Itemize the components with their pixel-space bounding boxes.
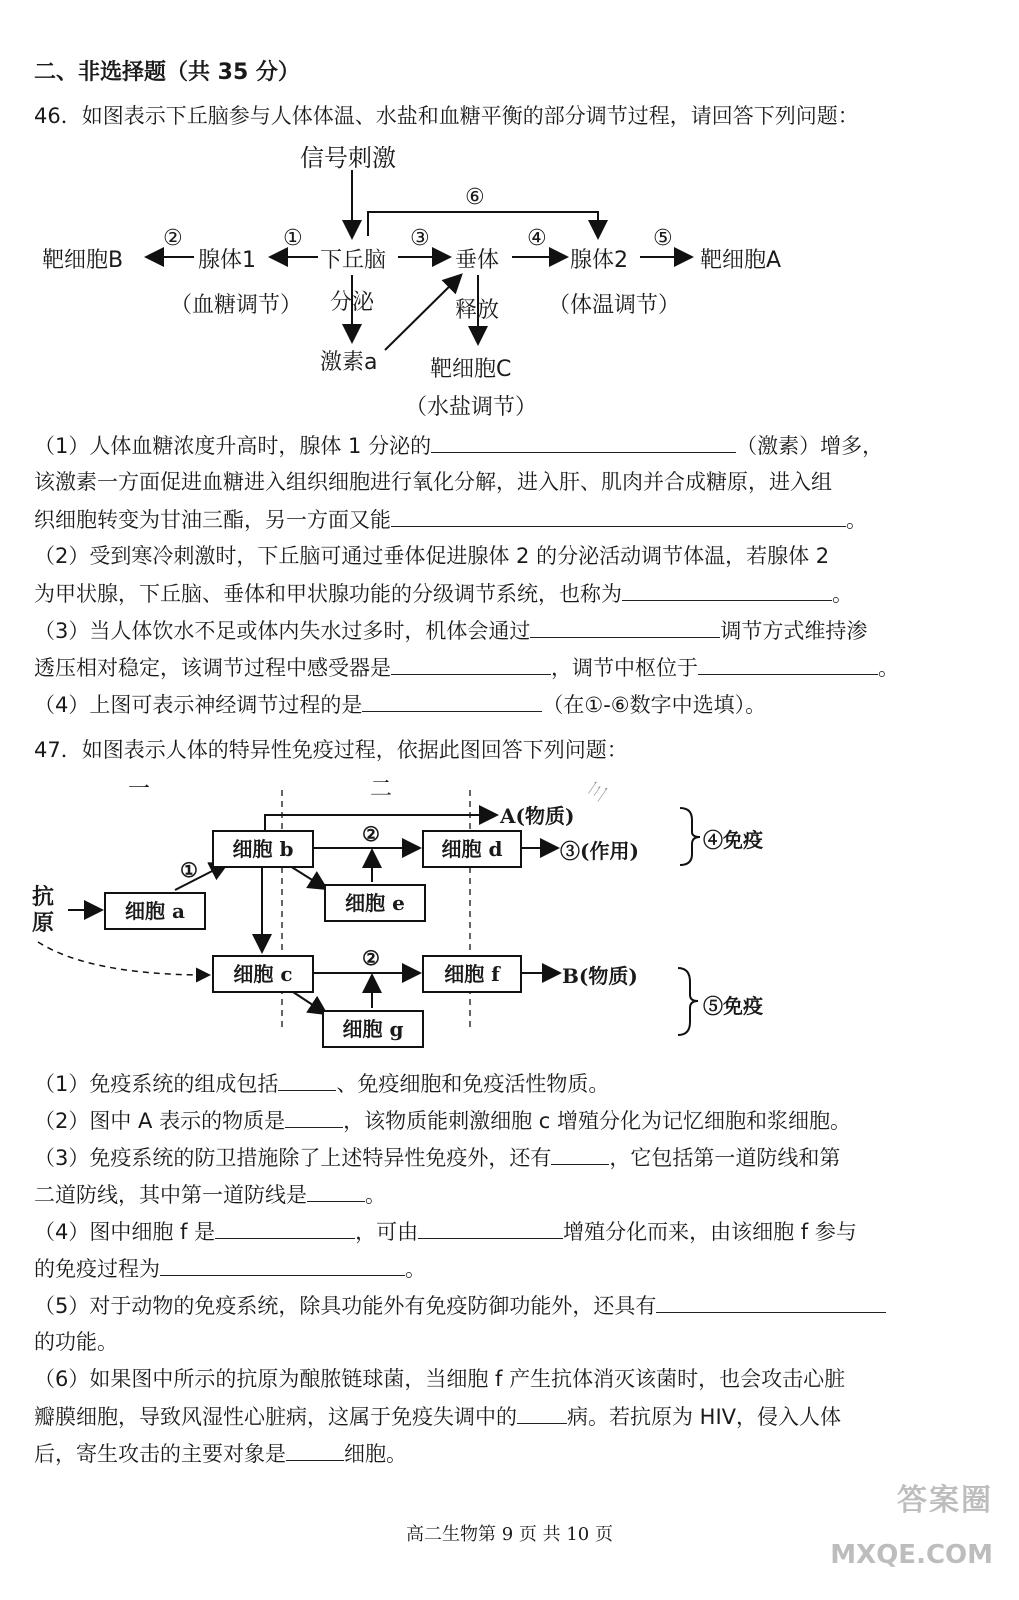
q46-s4-text-b: （在①-⑥数字中选填）。 (542, 693, 767, 717)
q46-s4-text-a: （4）上图可表示神经调节过程的是 (34, 693, 363, 717)
q46-s2-text-b: 为甲状腺，下丘脑、垂体和甲状腺功能的分级调节系统，也称为 (34, 582, 622, 606)
q47-s6-text-d: 后，寄生攻击的主要对象是 (34, 1442, 286, 1466)
target-a: 靶细胞A (700, 248, 782, 273)
q46-s1-blank2[interactable] (391, 504, 846, 527)
q47-s6-line1: （6）如果图中所示的抗原为酿脓链球菌，当细胞 f 产生抗体消灭该菌时，也会攻击心脏 (34, 1367, 846, 1391)
gland-1: 腺体1 (198, 248, 256, 273)
target-b: 靶细胞B (42, 248, 124, 273)
q47-s3-line2 (34, 1179, 386, 1210)
q47-s6-text-c: 病。若抗原为 HIV，侵入人体 (567, 1405, 842, 1429)
arrow-label-4: ④ (527, 226, 547, 251)
q46-s3-text-b: 调节方式维持渗 (720, 619, 868, 643)
signal-label: 信号刺激 (300, 144, 396, 172)
q47-diagram (0, 770, 1019, 1060)
q47-s3-text-c: 二道防线，其中第一道防线是 (34, 1183, 307, 1207)
q47-s4-text-a: （4）图中细胞 f 是 (34, 1220, 216, 1244)
q47-s4-line2 (34, 1253, 426, 1284)
q47-s6-text-b: 瓣膜细胞，导致风湿性心脏病，这属于免疫失调中的 (34, 1405, 517, 1429)
q47-s6-line2 (34, 1401, 841, 1432)
arrow-label-1: ① (283, 226, 303, 251)
q47-s3-line1 (34, 1142, 840, 1173)
q47-s4-blank3[interactable] (160, 1253, 405, 1276)
q46-s4-blank[interactable] (362, 689, 542, 712)
q46-s2-line1: （2）受到寒冷刺激时，下丘脑可通过垂体促进腺体 2 的分泌活动调节体温，若腺体 2 (34, 544, 830, 568)
q47-s5-line1 (34, 1290, 886, 1321)
stage-3-label: 三 (584, 778, 612, 806)
cell-f: 细胞 f (422, 955, 522, 993)
gland-2: 腺体2 (570, 248, 628, 273)
effect-3: ③(作用) (560, 839, 639, 863)
q47-s3-text-a: （3）免疫系统的防卫措施除了上述特异性免疫外，还有 (34, 1146, 552, 1170)
glucose-regulation: （血糖调节） (170, 293, 303, 318)
release-label: 释放 (455, 298, 500, 323)
antigen-label-bottom: 原 (32, 910, 55, 936)
q47-s4-blank1[interactable] (215, 1216, 355, 1239)
q47-s2-text-a: （2）图中 A 表示的物质是 (34, 1109, 286, 1133)
q46-s1-line1 (34, 430, 883, 461)
q46-s3-line1 (34, 615, 867, 646)
q46-s1-text-e: 。 (846, 508, 867, 532)
immunity-4: ④免疫 (703, 828, 763, 852)
stage-1-label: 一 (128, 777, 151, 802)
watermark-logo: 答案圈 (897, 1483, 993, 1518)
cell-b: 细胞 b (212, 830, 314, 868)
q47-s6-blank2[interactable] (286, 1438, 344, 1461)
q46-s1-text-a: （1）人体血糖浓度升高时，腺体 1 分泌的 (34, 434, 432, 458)
cell-e: 细胞 e (324, 884, 426, 922)
pituitary: 垂体 (455, 248, 500, 273)
q47-s6-blank1[interactable] (517, 1401, 567, 1424)
q47-s6-line3 (34, 1438, 407, 1469)
q47-s2-text-b: ，该物质能刺激细胞 c 增殖分化为记忆细胞和浆细胞。 (343, 1109, 851, 1133)
q46-s3-text-a: （3）当人体饮水不足或体内失水过多时，机体会通过 (34, 619, 531, 643)
immunity-5: ⑤免疫 (703, 994, 763, 1018)
q47-s5-text-a: （5）对于动物的免疫系统，除具功能外有免疫防御功能外，还具有 (34, 1294, 657, 1318)
temperature-regulation: （体温调节） (548, 293, 681, 318)
q46-s4-line1 (34, 689, 766, 720)
q47-s2 (34, 1105, 851, 1136)
target-c: 靶细胞C (430, 357, 512, 382)
q46-s2-blank[interactable] (622, 578, 832, 601)
q47-stem: 47．如图表示人体的特异性免疫过程，依据此图回答下列问题： (34, 738, 628, 762)
q47-s1-text-b: 、免疫细胞和免疫活性物质。 (336, 1072, 610, 1096)
q46-s3-text-c: 透压相对稳定，该调节过程中感受器是 (34, 656, 391, 680)
secrete-label: 分泌 (330, 290, 375, 315)
q46-diagram (0, 130, 1019, 430)
section-title: 二、非选择题（共 35 分） (34, 60, 300, 85)
q46-s1-text-d: 织细胞转变为甘油三酯，另一方面又能 (34, 508, 391, 532)
q46-s1-text-b: （激素）增多， (736, 434, 884, 458)
q46-diagram-arrows (0, 130, 1019, 430)
hormone-a: 激素a (320, 350, 378, 375)
cell-a: 细胞 a (104, 892, 206, 930)
cell-g: 细胞 g (322, 1010, 424, 1048)
arrow-label-5: ⑤ (653, 226, 673, 251)
q47-s3-blank2[interactable] (307, 1179, 365, 1202)
q46-s3-blank3[interactable] (698, 652, 878, 675)
q47-s3-text-d: 。 (365, 1183, 386, 1207)
watermark-url: MXQE.COM (830, 1540, 993, 1570)
substance-b: B(物质) (562, 964, 638, 988)
arrow-label-3: ③ (410, 226, 430, 251)
q46-s3-text-d: ，调节中枢位于 (551, 656, 698, 680)
q46-s2-text-c: 。 (832, 582, 853, 606)
q47-s3-text-b: ，它包括第一道防线和第 (609, 1146, 841, 1170)
q47-s4-text-d: 的免疫过程为 (34, 1257, 160, 1281)
substance-a: A(物质) (500, 804, 575, 828)
arrow-label-2-bottom: ② (362, 946, 380, 970)
hypothalamus: 下丘脑 (320, 248, 387, 273)
q46-s1-line3 (34, 504, 867, 535)
q46-s3-text-e: 。 (878, 656, 899, 680)
arrow-label-1: ① (180, 858, 198, 882)
q47-s3-blank1[interactable] (551, 1142, 609, 1165)
q47-s1-text-a: （1）免疫系统的组成包括 (34, 1072, 279, 1096)
water-salt-regulation: （水盐调节） (405, 395, 538, 420)
q47-s6-text-e: 细胞。 (344, 1442, 407, 1466)
q47-s5-blank[interactable] (656, 1290, 886, 1313)
q47-s4-text-e: 。 (405, 1257, 426, 1281)
q47-s5-line2: 的功能。 (34, 1330, 118, 1354)
cell-c: 细胞 c (212, 955, 314, 993)
q47-s4-line1 (34, 1216, 857, 1247)
page-footer: 高二生物第 9 页 共 10 页 (406, 1524, 613, 1545)
antigen-label-top: 抗 (32, 884, 55, 910)
q46-s3-blank1[interactable] (530, 615, 720, 638)
cell-d: 细胞 d (422, 830, 522, 868)
stage-2-label: 二 (370, 777, 393, 802)
q47-s1-blank[interactable] (278, 1068, 336, 1091)
q46-s3-line2 (34, 652, 899, 683)
q47-s4-text-b: ，可由 (355, 1220, 419, 1244)
q46-s2-line2 (34, 578, 853, 609)
q47-s4-text-c: 增殖分化而来，由该细胞 f 参与 (563, 1220, 857, 1244)
q46-s1-blank1[interactable] (431, 430, 736, 453)
q46-s3-blank2[interactable] (391, 652, 551, 675)
arrow-label-6: ⑥ (465, 185, 485, 210)
q47-s4-blank2[interactable] (418, 1216, 563, 1239)
q47-s1 (34, 1068, 609, 1099)
q46-stem: 46．如图表示下丘脑参与人体体温、水盐和血糖平衡的部分调节过程，请回答下列问题： (34, 104, 859, 128)
q46-s1-line2: 该激素一方面促进血糖进入组织细胞进行氧化分解，进入肝、肌肉并合成糖原，进入组 (34, 470, 832, 494)
arrow-label-2: ② (163, 226, 183, 251)
q47-s2-blank[interactable] (285, 1105, 343, 1128)
arrow-label-2-top: ② (362, 822, 380, 846)
